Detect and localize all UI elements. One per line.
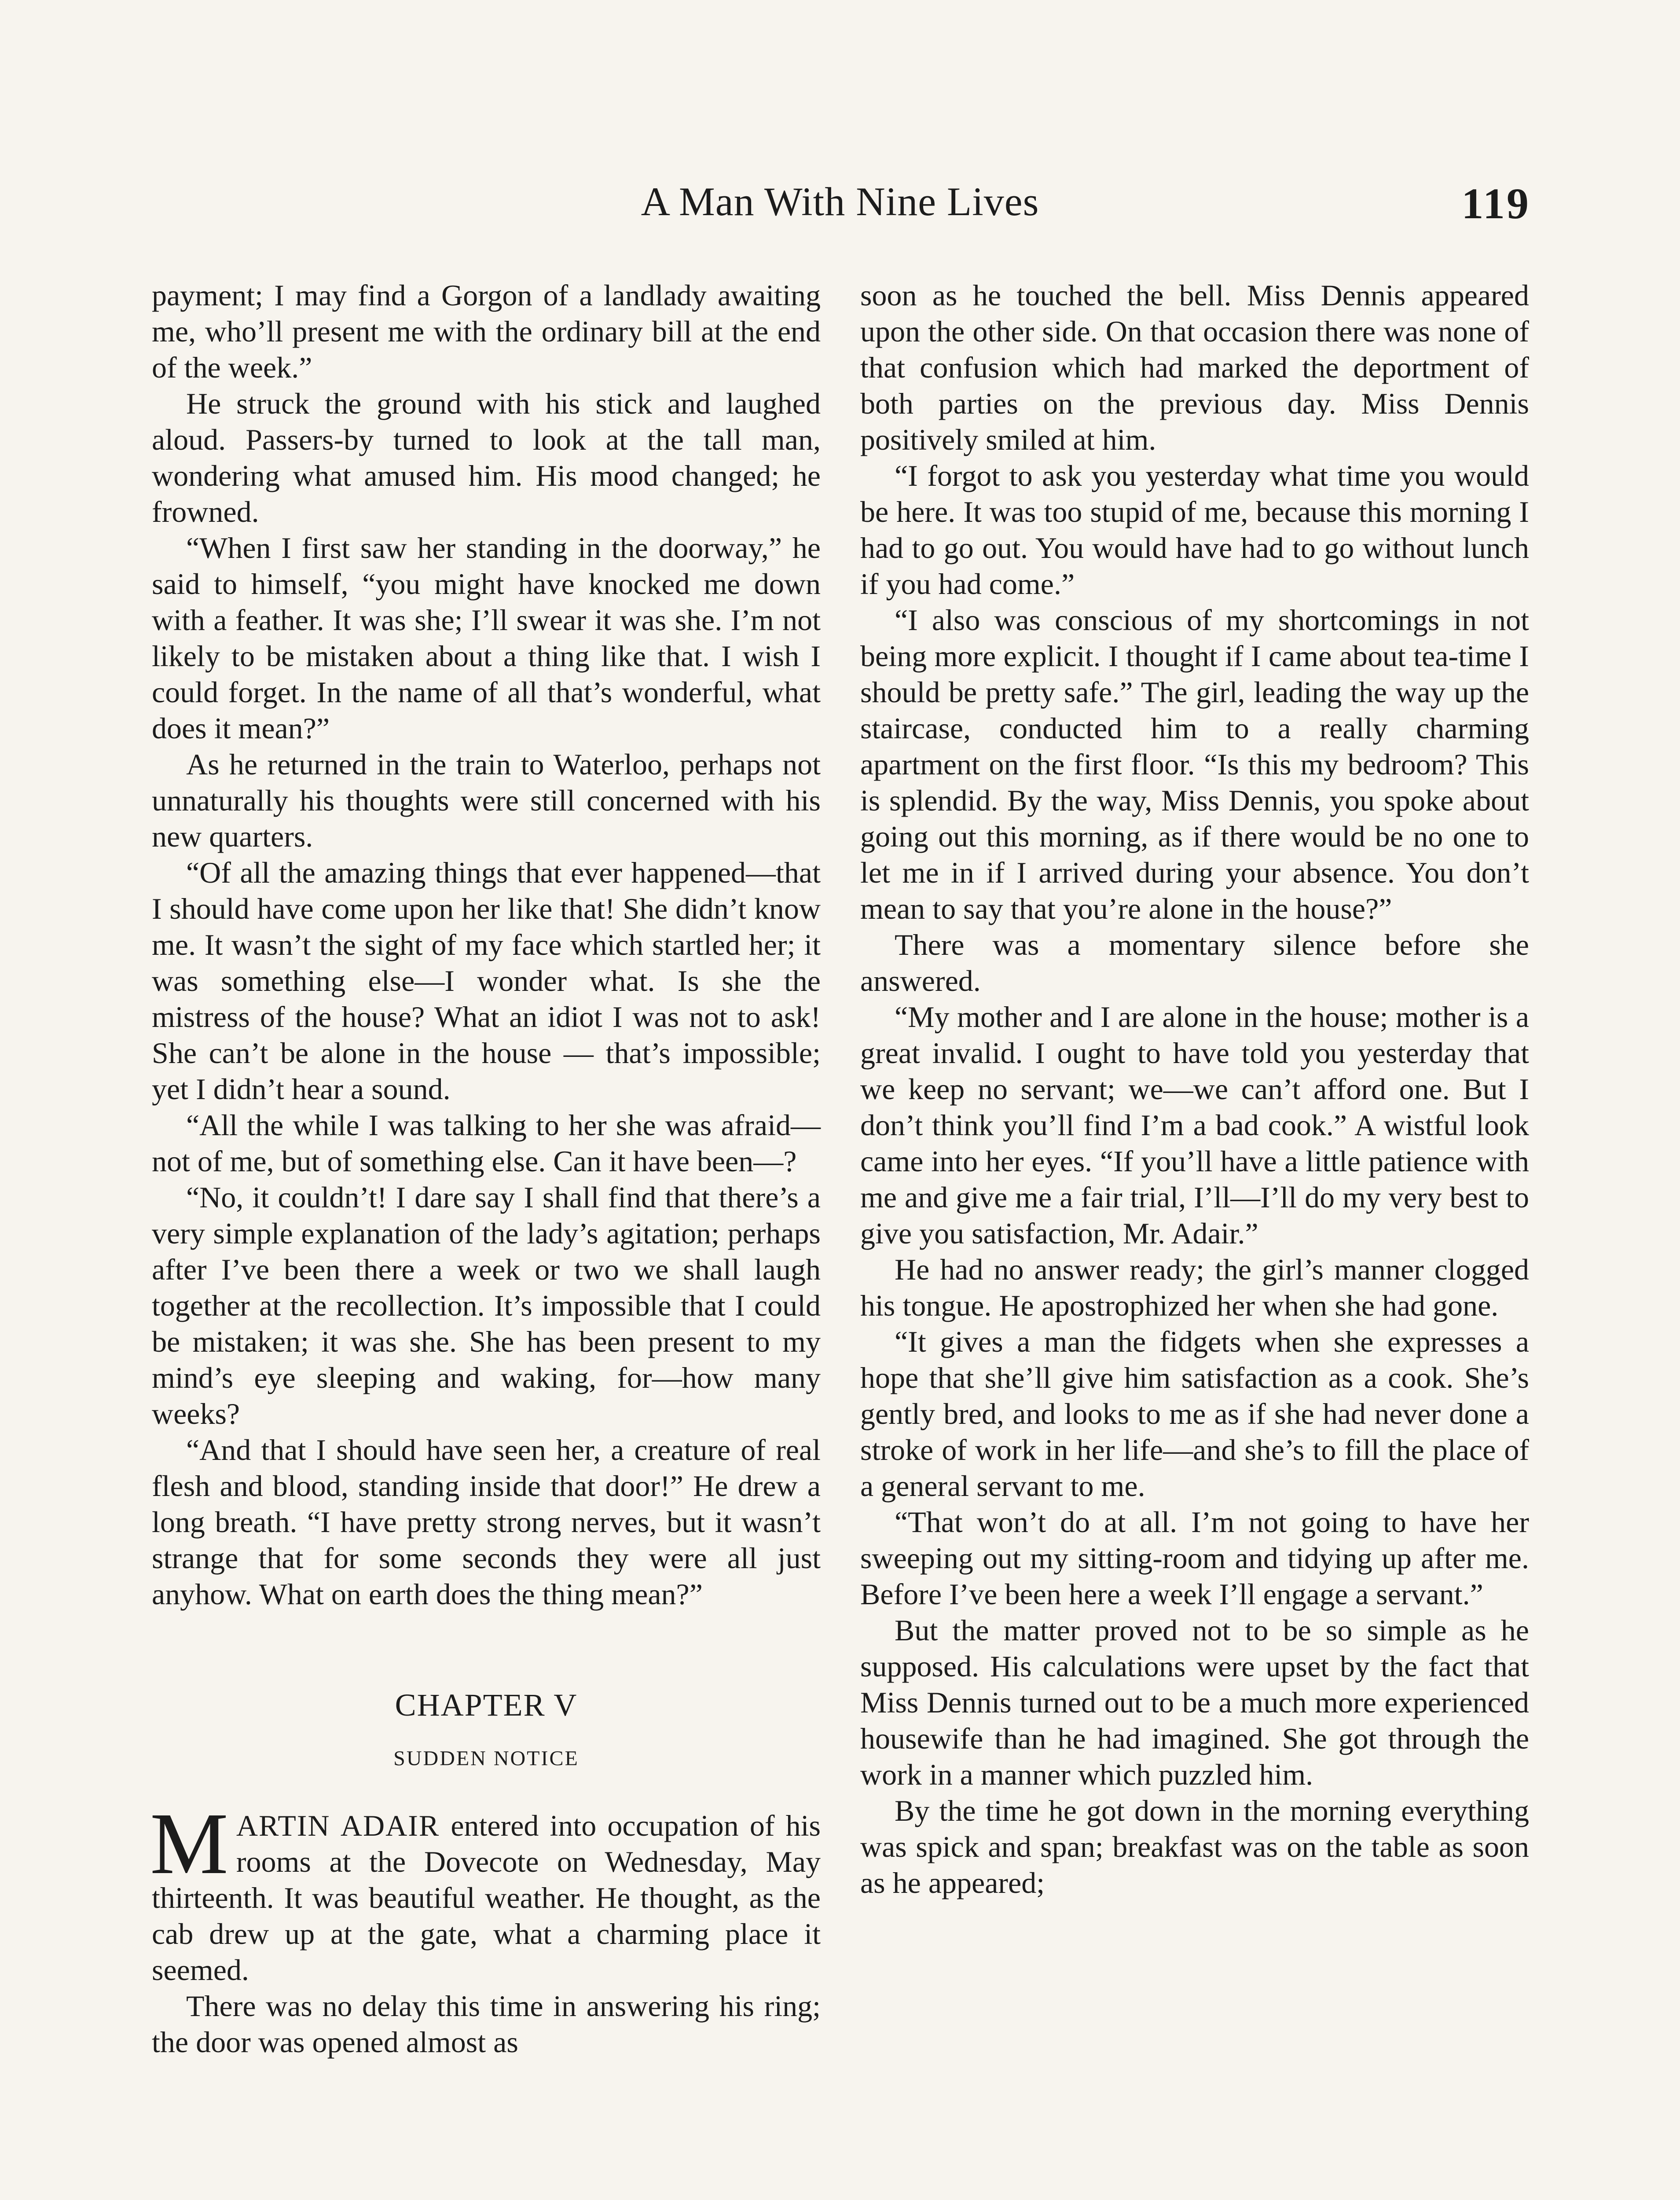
- paragraph: payment; I may find a Gorgon of a landlady awaiting me, who’ll present me with the ordinary bill at the end of the week.”: [152, 279, 821, 384]
- paragraph: “Of all the amazing things that ever happened—that I should have come upon her like that! She didn’t know me. It wasn’t the sight of my face which startled her; it was something else—I wonder what. Is she the mistress of the house? What an idiot I was not to ask! She can’t be alone in the house — that’s impossible; yet I didn’t hear a sound.: [152, 856, 821, 1106]
- left-column: [152, 277, 821, 2060]
- paragraph: “I forgot to ask you yesterday what time you would be here. It was too stupid of me, because this morning I had to go out. You would have had to go without lunch if you had come.”: [860, 459, 1529, 601]
- paragraph: “My mother and I are alone in the house; mother is a great invalid. I ought to have told you yesterday that we keep no servant; we—we can’t afford one. But I don’t think you’ll find I’m a bad cook.” A wistful look came into her eyes. “If you’ll have a little patience with me and give me a fair trial, I’ll—I’ll do my very best to give you satisfaction, Mr. Adair.”: [860, 1000, 1529, 1250]
- paragraph: He had no answer ready; the girl’s manner clogged his tongue. He apostrophized her when she had gone.: [860, 1253, 1529, 1322]
- chapter-title: CHAPTER V: [395, 1687, 578, 1723]
- paragraph: “No, it couldn’t! I dare say I shall find that there’s a very simple explanation of the lady’s agitation; perhaps after I’ve been there a week or two we shall laugh together at the recollection. It’s impossible that I could be mistaken; it was she. She has been present to my mind’s eye sleeping and waking, for—how many weeks?: [152, 1181, 821, 1430]
- opening-text: entered into occupation of his rooms at the Dovecote on Wednesday, May thirteenth. It was beautiful weather. He thought, as the cab drew up at the gate, what a charming place it seemed.: [152, 1809, 821, 1987]
- paragraph: “And that I should have seen her, a creature of real flesh and blood, standing inside that door!” He drew a long breath. “I have pretty strong nerves, but it wasn’t strange that for some seconds they were all just anyhow. What on earth does the thing mean?”: [152, 1433, 821, 1611]
- paragraph: “All the while I was talking to her she was afraid—not of me, but of something else. Can it have been—?: [152, 1108, 821, 1178]
- paragraph: “I also was conscious of my shortcomings in not being more explicit. I thought if I came about tea-time I should be pretty safe.” The girl, leading the way up the staircase, conducted him to a really charming apartment on the first floor. “Is this my bedroom? This is splendid. By the way, Miss Dennis, you spoke about going out this morning, as if there would be no one to let me in if I arrived during your absence. You don’t mean to say that you’re alone in the house?”: [860, 603, 1529, 925]
- paragraph: There was a momentary silence before she answered.: [860, 928, 1529, 997]
- page-number: 119: [1461, 179, 1530, 228]
- drop-cap: M: [150, 1795, 228, 1892]
- paragraph: As he returned in the train to Waterloo, perhaps not unnaturally his thoughts were still concerned with his new quarters.: [152, 748, 821, 853]
- paragraph: “That won’t do at all. I’m not going to have her sweeping out my sitting-room and tidying up after me. Before I’ve been here a week I’ll engage a servant.”: [860, 1505, 1529, 1611]
- paragraph: “It gives a man the fidgets when she expresses a hope that she’ll give him satisfaction as a cook. She’s gently bred, and looks to me as if she had never done a stroke of work in her life—and she’s to fill the place of a general servant to me.: [860, 1325, 1529, 1503]
- running-title: A Man With Nine Lives: [641, 179, 1039, 224]
- paragraph: He struck the ground with his stick and laughed aloud. Passers-by turned to look at the tall man, wondering what amused him. His mood changed; he frowned.: [152, 387, 821, 528]
- opening-small-caps: ARTIN ADAIR: [236, 1809, 440, 1842]
- paragraph: But the matter proved not to be so simple as he supposed. His calculations were upset by the fact that Miss Dennis turned out to be a much more experienced housewife than he had imagined. She got through the work in a manner which puzzled him.: [860, 1613, 1529, 1791]
- paragraph: There was no delay this time in answering his ring; the door was opened almost as: [152, 1989, 821, 2059]
- paragraph: “When I first saw her standing in the doorway,” he said to himself, “you might have knocked me down with a feather. It was she; I’ll swear it was she. I’m not likely to be mistaken about a thing like that. I wish I could forget. In the name of all that’s wonderful, what does it mean?”: [152, 531, 821, 745]
- paragraph: soon as he touched the bell. Miss Dennis appeared upon the other side. On that occasion there was none of that confusion which had marked the deportment of both parties on the previous day. Miss Dennis positively smiled at him.: [860, 279, 1529, 456]
- right-column: [860, 277, 1529, 1901]
- paragraph: By the time he got down in the morning everything was spick and span; breakfast was on the table as soon as he appeared;: [860, 1794, 1529, 1899]
- chapter-subtitle: SUDDEN NOTICE: [393, 1747, 579, 1770]
- chapter-opening-paragraph: [150, 1795, 821, 1988]
